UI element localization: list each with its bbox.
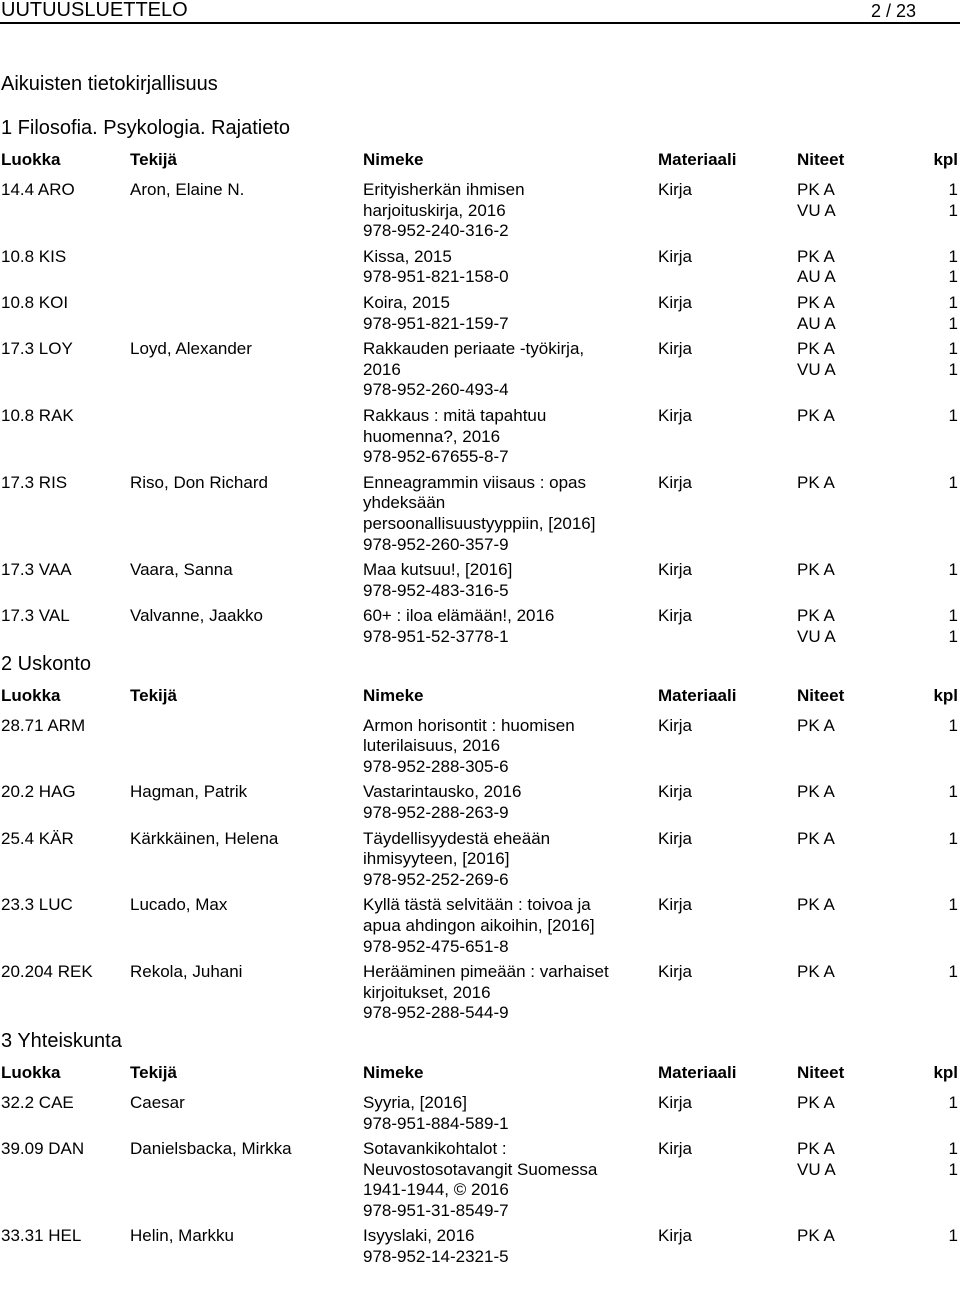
entry-class: 39.09 DAN xyxy=(1,1139,85,1159)
entry-title-block xyxy=(363,895,653,957)
section-heading: 3 Yhteiskunta xyxy=(1,1029,122,1052)
catalog-entry xyxy=(0,1093,960,1139)
entry-copies xyxy=(797,1139,836,1180)
entry-isbn: 978-952-475-651-8 xyxy=(363,936,509,956)
entry-author: Hagman, Patrik xyxy=(130,782,248,802)
column-header-row xyxy=(0,1053,960,1093)
entry-author: Helin, Markku xyxy=(130,1226,234,1246)
entry-copy-location: VU A xyxy=(797,1159,836,1179)
entry-count xyxy=(949,1093,958,1114)
entry-material: Kirja xyxy=(658,246,693,266)
entry-count-value: 1 xyxy=(948,715,958,735)
entry-copies xyxy=(797,293,836,334)
section-heading: 2 Uskonto xyxy=(1,652,92,675)
entry-isbn: 978-951-884-589-1 xyxy=(363,1113,509,1133)
entry-title-line: Enneagrammin viisaus : opas xyxy=(363,472,587,492)
column-header-niteet: Niteet xyxy=(797,150,845,169)
entry-title-block xyxy=(363,1226,653,1267)
catalog-entry xyxy=(0,406,960,473)
entry-class: 10.8 KOI xyxy=(1,292,69,312)
entry-title-line: 1941-1944, © 2016 xyxy=(363,1180,509,1200)
entry-count xyxy=(949,829,958,850)
catalog-entry xyxy=(0,339,960,406)
entry-material: Kirja xyxy=(658,895,693,915)
entry-copy-location: PK A xyxy=(797,715,835,735)
entry-author: Lucado, Max xyxy=(130,895,228,915)
entry-class: 23.3 LUC xyxy=(1,895,73,915)
entry-author: Vaara, Sanna xyxy=(130,560,233,580)
entry-title-line: Koira, 2015 xyxy=(363,292,450,312)
entry-copies xyxy=(797,1226,835,1247)
column-header-materiaali: Materiaali xyxy=(658,150,737,169)
entry-count-value: 1 xyxy=(948,292,958,312)
column-header-row xyxy=(0,676,960,716)
column-header-luokka: Luokka xyxy=(1,685,61,705)
entry-material: Kirja xyxy=(658,560,693,580)
entry-title-block xyxy=(363,716,653,778)
entry-title-block xyxy=(363,782,653,823)
catalog-entry xyxy=(0,293,960,339)
entry-count-value: 1 xyxy=(948,200,958,220)
entry-title-line: Armon horisontit : huomisen xyxy=(363,715,575,735)
entry-author: Rekola, Juhani xyxy=(130,962,243,982)
entry-copy-location: AU A xyxy=(797,313,836,333)
entry-class: 17.3 VAA xyxy=(1,560,72,580)
entry-title-line: 2016 xyxy=(363,359,401,379)
entry-copy-location: PK A xyxy=(797,606,835,626)
catalog-entry xyxy=(0,247,960,293)
entry-count xyxy=(949,339,958,380)
entry-title-line: harjoituskirja, 2016 xyxy=(363,200,506,220)
entry-copy-location: PK A xyxy=(797,895,835,915)
entry-title-line: luterilaisuus, 2016 xyxy=(363,736,501,756)
entry-count xyxy=(949,180,958,221)
entry-count-value: 1 xyxy=(948,626,958,646)
entry-copy-location: VU A xyxy=(797,200,836,220)
entry-count xyxy=(949,1226,958,1247)
entry-title-block xyxy=(363,962,653,1024)
entry-material: Kirja xyxy=(658,1092,693,1112)
column-header-materiaali: Materiaali xyxy=(658,1062,737,1082)
entry-copy-location: PK A xyxy=(797,246,835,266)
entry-copy-location: PK A xyxy=(797,180,835,199)
entry-count-value: 1 xyxy=(948,313,958,333)
entry-title-line: Täydellisyydestä eheään xyxy=(363,828,551,848)
entry-title-line: kirjoitukset, 2016 xyxy=(363,982,491,1002)
entry-copy-location: AU A xyxy=(797,267,836,287)
entry-count xyxy=(949,1139,958,1180)
entry-author: Aron, Elaine N. xyxy=(130,180,245,199)
entry-title-line: Kissa, 2015 xyxy=(363,246,452,266)
column-header-tekija: Tekijä xyxy=(130,1062,177,1082)
entry-copy-location: PK A xyxy=(797,339,835,359)
entry-title-line: Vastarintausko, 2016 xyxy=(363,782,522,802)
catalog-entry xyxy=(0,1226,960,1272)
entry-author: Danielsbacka, Mirkka xyxy=(130,1139,292,1159)
entry-isbn: 978-952-260-357-9 xyxy=(363,534,509,554)
entry-title-block xyxy=(363,1139,653,1221)
catalog-entry xyxy=(0,829,960,896)
entry-count xyxy=(949,247,958,288)
column-header-row xyxy=(0,140,960,180)
entry-count-value: 1 xyxy=(948,606,958,626)
category-heading: Aikuisten tietokirjallisuus xyxy=(1,73,218,95)
entry-class: 20.204 REK xyxy=(1,962,93,982)
entry-copies xyxy=(797,560,835,581)
column-header-materiaali: Materiaali xyxy=(658,685,737,705)
catalog-entry xyxy=(0,473,960,560)
entry-class: 10.8 KIS xyxy=(1,246,67,266)
entry-isbn: 978-951-821-158-0 xyxy=(363,267,509,287)
entry-count xyxy=(949,782,958,803)
entry-author: Riso, Don Richard xyxy=(130,472,268,492)
catalog-entry xyxy=(0,895,960,962)
entry-class: 17.3 RIS xyxy=(1,472,68,492)
entry-copies xyxy=(797,406,835,427)
entry-count xyxy=(949,473,958,494)
section xyxy=(0,1029,960,1273)
entry-title-line: persoonallisuustyyppiin, [2016] xyxy=(363,513,596,533)
entry-count xyxy=(949,293,958,334)
entry-copies xyxy=(797,716,835,737)
entry-title-block xyxy=(363,293,653,334)
entry-count xyxy=(949,406,958,427)
entry-count-value: 1 xyxy=(948,1139,958,1159)
entry-isbn: 978-952-67655-8-7 xyxy=(363,447,509,467)
entry-copy-location: PK A xyxy=(797,560,835,580)
header-rule xyxy=(0,22,960,24)
entry-copy-location: PK A xyxy=(797,1226,835,1246)
catalog-entry xyxy=(0,716,960,783)
catalog-entry xyxy=(0,606,960,651)
entry-class: 17.3 LOY xyxy=(1,339,73,359)
entry-material: Kirja xyxy=(658,180,693,199)
column-header-niteet: Niteet xyxy=(797,685,845,705)
entry-title-block xyxy=(363,1093,653,1134)
entry-material: Kirja xyxy=(658,1139,693,1159)
entry-class: 20.2 HAG xyxy=(1,782,76,802)
catalog-entry xyxy=(0,962,960,1029)
entry-title-block xyxy=(363,247,653,288)
entry-count-value: 1 xyxy=(948,560,958,580)
entry-count xyxy=(949,560,958,581)
entry-count xyxy=(949,895,958,916)
entry-isbn: 978-952-240-316-2 xyxy=(363,221,509,241)
entry-count-value: 1 xyxy=(948,472,958,492)
section-heading: 1 Filosofia. Psykologia. Rajatieto xyxy=(1,117,291,139)
entry-material: Kirja xyxy=(658,405,693,425)
entry-class: 32.2 CAE xyxy=(1,1092,74,1112)
entry-title-line: apua ahdingon aikoihin, [2016] xyxy=(363,915,595,935)
catalog-content xyxy=(0,72,960,1273)
entry-material: Kirja xyxy=(658,715,693,735)
entry-class: 17.3 VAL xyxy=(1,606,70,626)
entry-count-value: 1 xyxy=(948,359,958,379)
entry-title-block xyxy=(363,560,653,601)
entry-count-value: 1 xyxy=(948,1226,958,1246)
entry-count-value: 1 xyxy=(948,1159,958,1179)
entry-isbn: 978-952-288-544-9 xyxy=(363,1003,509,1023)
page-number: 2 / 23 xyxy=(870,1,916,21)
entry-isbn: 978-952-288-263-9 xyxy=(363,802,509,822)
page-title: UUTUUSLUETTELO xyxy=(1,0,188,21)
entry-copies xyxy=(797,829,835,850)
entry-isbn: 978-952-252-269-6 xyxy=(363,869,509,889)
entry-author: Valvanne, Jaakko xyxy=(130,606,263,626)
entry-copies xyxy=(797,180,836,221)
entry-count-value: 1 xyxy=(948,782,958,802)
column-header-tekija: Tekijä xyxy=(130,150,177,169)
entry-title-block xyxy=(363,473,653,555)
entry-copies xyxy=(797,473,835,494)
entry-material: Kirja xyxy=(658,339,693,359)
entry-count-value: 1 xyxy=(948,180,958,199)
entry-copies xyxy=(797,895,835,916)
column-header-tekija: Tekijä xyxy=(130,685,177,705)
entry-title-line: Rakkaus : mitä tapahtuu xyxy=(363,405,547,425)
entry-count-value: 1 xyxy=(948,1092,958,1112)
entry-copy-location: PK A xyxy=(797,405,835,425)
entry-count xyxy=(949,606,958,647)
entry-isbn: 978-952-483-316-5 xyxy=(363,580,509,600)
entry-author: Caesar xyxy=(130,1092,185,1112)
entry-count-value: 1 xyxy=(948,267,958,287)
entry-title-line: Syyria, [2016] xyxy=(363,1092,467,1112)
entry-copy-location: PK A xyxy=(797,962,835,982)
catalog-entry xyxy=(0,782,960,828)
entry-material: Kirja xyxy=(658,782,693,802)
entry-title-line: yhdeksään xyxy=(363,493,446,513)
entry-copy-location: PK A xyxy=(797,1092,835,1112)
entry-title-line: ihmisyyteen, [2016] xyxy=(363,849,510,869)
entry-title-block xyxy=(363,829,653,891)
entry-material: Kirja xyxy=(658,1226,693,1246)
entry-copies xyxy=(797,339,836,380)
entry-count-value: 1 xyxy=(948,339,958,359)
sections-container xyxy=(0,116,960,1273)
entry-count-value: 1 xyxy=(948,405,958,425)
entry-class: 10.8 RAK xyxy=(1,405,74,425)
entry-isbn: 978-952-14-2321-5 xyxy=(363,1247,509,1267)
entry-count xyxy=(949,962,958,983)
column-header-kpl: kpl xyxy=(933,150,958,169)
page-header xyxy=(0,0,960,22)
entry-material: Kirja xyxy=(658,962,693,982)
column-header-nimeke: Nimeke xyxy=(363,150,424,169)
entry-isbn: 978-952-260-493-4 xyxy=(363,380,509,400)
entry-class: 33.31 HEL xyxy=(1,1226,82,1246)
section xyxy=(0,116,960,652)
catalog-entry xyxy=(0,180,960,247)
entry-copy-location: PK A xyxy=(797,782,835,802)
column-header-kpl: kpl xyxy=(933,1062,958,1082)
entry-copy-location: VU A xyxy=(797,359,836,379)
entry-material: Kirja xyxy=(658,472,693,492)
entry-title-line: huomenna?, 2016 xyxy=(363,426,501,446)
entry-copies xyxy=(797,962,835,983)
entry-count xyxy=(949,716,958,737)
catalog-entry xyxy=(0,560,960,606)
entry-title-line: Herääminen pimeään : varhaiset xyxy=(363,962,609,982)
column-header-kpl: kpl xyxy=(933,685,958,705)
entry-copies xyxy=(797,782,835,803)
entry-title-line: Maa kutsuu!, [2016] xyxy=(363,560,513,580)
entry-copies xyxy=(797,1093,835,1114)
entry-isbn: 978-952-288-305-6 xyxy=(363,756,509,776)
entry-author: Loyd, Alexander xyxy=(130,339,252,359)
entry-count-value: 1 xyxy=(948,895,958,915)
entry-class: 25.4 KÄR xyxy=(1,828,74,848)
column-header-niteet: Niteet xyxy=(797,1062,845,1082)
entry-isbn: 978-951-31-8549-7 xyxy=(363,1200,509,1220)
entry-class: 28.71 ARM xyxy=(1,715,86,735)
entry-material: Kirja xyxy=(658,606,693,626)
entry-title-block xyxy=(363,180,653,242)
column-header-nimeke: Nimeke xyxy=(363,1062,424,1082)
column-header-nimeke: Nimeke xyxy=(363,685,424,705)
entry-class: 14.4 ARO xyxy=(1,180,75,199)
entry-material: Kirja xyxy=(658,292,693,312)
entry-isbn: 978-951-52-3778-1 xyxy=(363,626,509,646)
entry-title-line: Neuvostosotavangit Suomessa xyxy=(363,1159,598,1179)
section xyxy=(0,652,960,1029)
entry-title-line: Sotavankikohtalot : xyxy=(363,1139,507,1159)
entry-material: Kirja xyxy=(658,828,693,848)
entry-copy-location: VU A xyxy=(797,626,836,646)
entry-copy-location: PK A xyxy=(797,828,835,848)
column-header-luokka: Luokka xyxy=(1,150,61,169)
entry-title-line: Isyyslaki, 2016 xyxy=(363,1226,475,1246)
entry-title-block xyxy=(363,606,653,647)
entry-title-block xyxy=(363,406,653,468)
entry-count-value: 1 xyxy=(948,246,958,266)
column-header-luokka: Luokka xyxy=(1,1062,61,1082)
entry-copy-location: PK A xyxy=(797,472,835,492)
entry-copy-location: PK A xyxy=(797,292,835,312)
entry-count-value: 1 xyxy=(948,962,958,982)
entry-count-value: 1 xyxy=(948,828,958,848)
entry-title-line: Erityisherkän ihmisen xyxy=(363,180,525,199)
entry-copies xyxy=(797,606,836,647)
entry-title-line: Kyllä tästä selvitään : toivoa ja xyxy=(363,895,591,915)
entry-title-block xyxy=(363,339,653,401)
entry-copy-location: PK A xyxy=(797,1139,835,1159)
entry-copies xyxy=(797,247,836,288)
entry-isbn: 978-951-821-159-7 xyxy=(363,313,509,333)
catalog-entry xyxy=(0,1139,960,1226)
entry-author: Kärkkäinen, Helena xyxy=(130,828,279,848)
entry-title-line: Rakkauden periaate -työkirja, xyxy=(363,339,585,359)
entry-title-line: 60+ : iloa elämään!, 2016 xyxy=(363,606,555,626)
